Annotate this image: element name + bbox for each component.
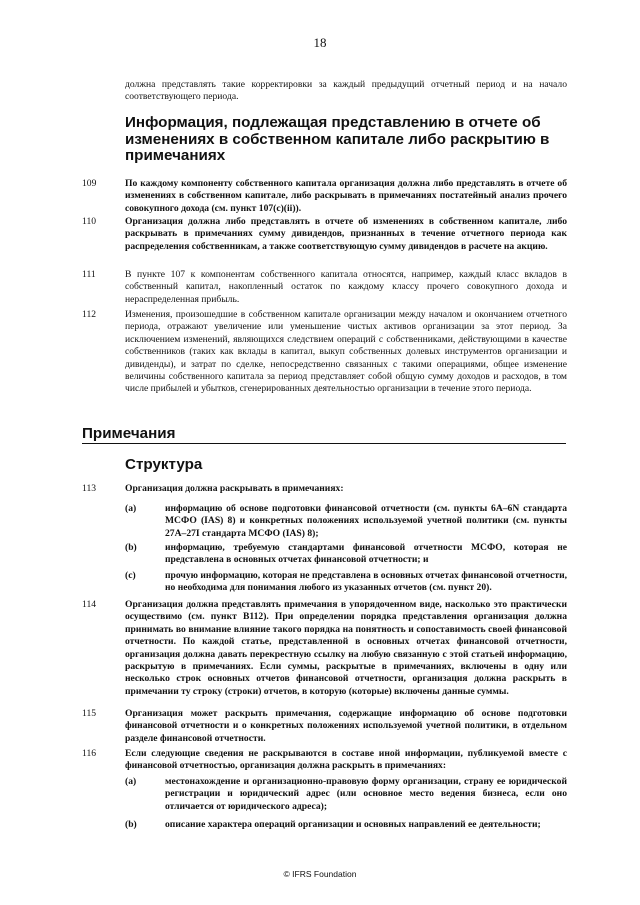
intro-paragraph: должна представлять такие корректировки за каждый предыдущий отчетный период и на начало соответствующего периода. (125, 79, 567, 103)
paragraph-number-115: 115 (82, 708, 97, 719)
item-116a: местонахождение и организационно-правовую форму организации, страну ее юридической регистрации и юридический адрес (или основное место ведения бизнеса, если оно отличается от юридического адреса); (165, 776, 567, 812)
item-113a: информацию об основе подготовки финансовой отчетности (см. пункты 6А–6N стандарта МСФО (IAS) 8) и конкретных положениях используемой учетной политики (см. пункты 27А–27I стандарта МСФО (IAS) 8); (165, 503, 567, 539)
paragraph-116: Если следующие сведения не раскрываются в составе иной информации, публикуемой вместе с финансовой отчетностью, организация должна раскрыть в примечаниях: (125, 748, 567, 772)
paragraph-111: В пункте 107 к компонентам собственного капитала относятся, например, каждый класс вкладов в собственный капитал, накопленный остаток по каждому классу прочего совокупного дохода и нераспределенная прибыль. (125, 269, 567, 305)
paragraph-number-109: 109 (82, 178, 97, 189)
item-116b: описание характера операций организации и основных направлений ее деятельности; (165, 819, 541, 830)
section-heading-text: Примечания (82, 425, 176, 442)
section-heading-notes (82, 425, 566, 444)
paragraph-114: Организация должна представлять примечания в упорядоченном виде, насколько это практически осуществимо (см. пункт В112). При определении порядка представления организация должна принимать во внимание влияние такого порядка на понятность и сопоставимость своей финансовой отчетности. По каждой статье, представленной в основных отчетах финансовой отчетности, организация должна давать перекрестную ссылку на любую связанную с этой статьей информацию, раскрытую в примечаниях. Если суммы, раскрытые в примечаниях, включены в одну или несколько строк основных отчетов финансовой отчетности, организация должна раскрыть в примечании ту строку (строки) отчетов, в которую (которые) включены данные суммы. (125, 599, 567, 697)
footer-copyright: © IFRS Foundation (283, 869, 357, 879)
paragraph-number-110: 110 (82, 216, 97, 227)
paragraph-number-111: 111 (82, 269, 96, 280)
item-label-113a: (a) (125, 503, 137, 514)
paragraph-109: По каждому компоненту собственного капитала организация должна либо представлять в отчете об изменениях в собственном капитале, либо раскрывать в примечаниях постатейный анализ прочего совокупного дохода (см. пункт 107(с)(ii)). (125, 178, 567, 214)
paragraph-115: Организация может раскрыть примечания, содержащие информацию об основе подготовки финансовой отчетности и о конкретных положениях используемой учетной политики, в отдельном разделе финансовой отчетности. (125, 708, 567, 744)
item-label-116a: (a) (125, 776, 137, 787)
paragraph-113: Организация должна раскрывать в примечаниях: (125, 483, 344, 494)
paragraph-number-112: 112 (82, 309, 97, 320)
paragraph-number-114: 114 (82, 599, 97, 610)
item-113c: прочую информацию, которая не представлена в основных отчетах финансовой отчетности, но необходима для понимания любого из указанных отчетов (см. пункт 20). (165, 570, 567, 594)
item-113b: информацию, требуемую стандартами финансовой отчетности МСФО, которая не представлена в основных отчетах финансовой отчетности; и (165, 542, 567, 566)
item-label-113b: (b) (125, 542, 137, 553)
page-number: 18 (313, 35, 327, 50)
subsection-heading-structure: Структура (125, 456, 203, 473)
paragraph-number-113: 113 (82, 483, 97, 494)
paragraph-110: Организация должна либо представлять в отчете об изменениях в собственном капитале, либо раскрывать в примечаниях сумму дивидендов, признанных в течение отчетного периода как распределения собственникам, а также соответствующую сумму дивидендов в расчете на акцию. (125, 216, 567, 252)
paragraph-112: Изменения, произошедшие в собственном капитале организации между началом и окончанием отчетного периода, отражают увеличение или уменьшение чистых активов организации за этот период. За исключением изменений, являющихся следствием операций с собственниками, действующими в качестве собственников (таких как вклады в капитал, выкуп собственных долевых инструментов организации и дивиденды), и затрат по сделке, непосредственно связанных с такими операциями, общее изменение величины собственного капитала за период представляет собой общую сумму доходов и расходов, в том числе прибылей и убытков, сгенерированных деятельностью организации в течение этого периода. (125, 309, 567, 395)
paragraph-number-116: 116 (82, 748, 97, 759)
item-label-113c: (c) (125, 570, 136, 581)
main-heading: Информация, подлежащая представлению в отчете об изменениях в собственном капитале либо раскрытию в примечаниях (125, 114, 550, 164)
item-label-116b: (b) (125, 819, 137, 830)
